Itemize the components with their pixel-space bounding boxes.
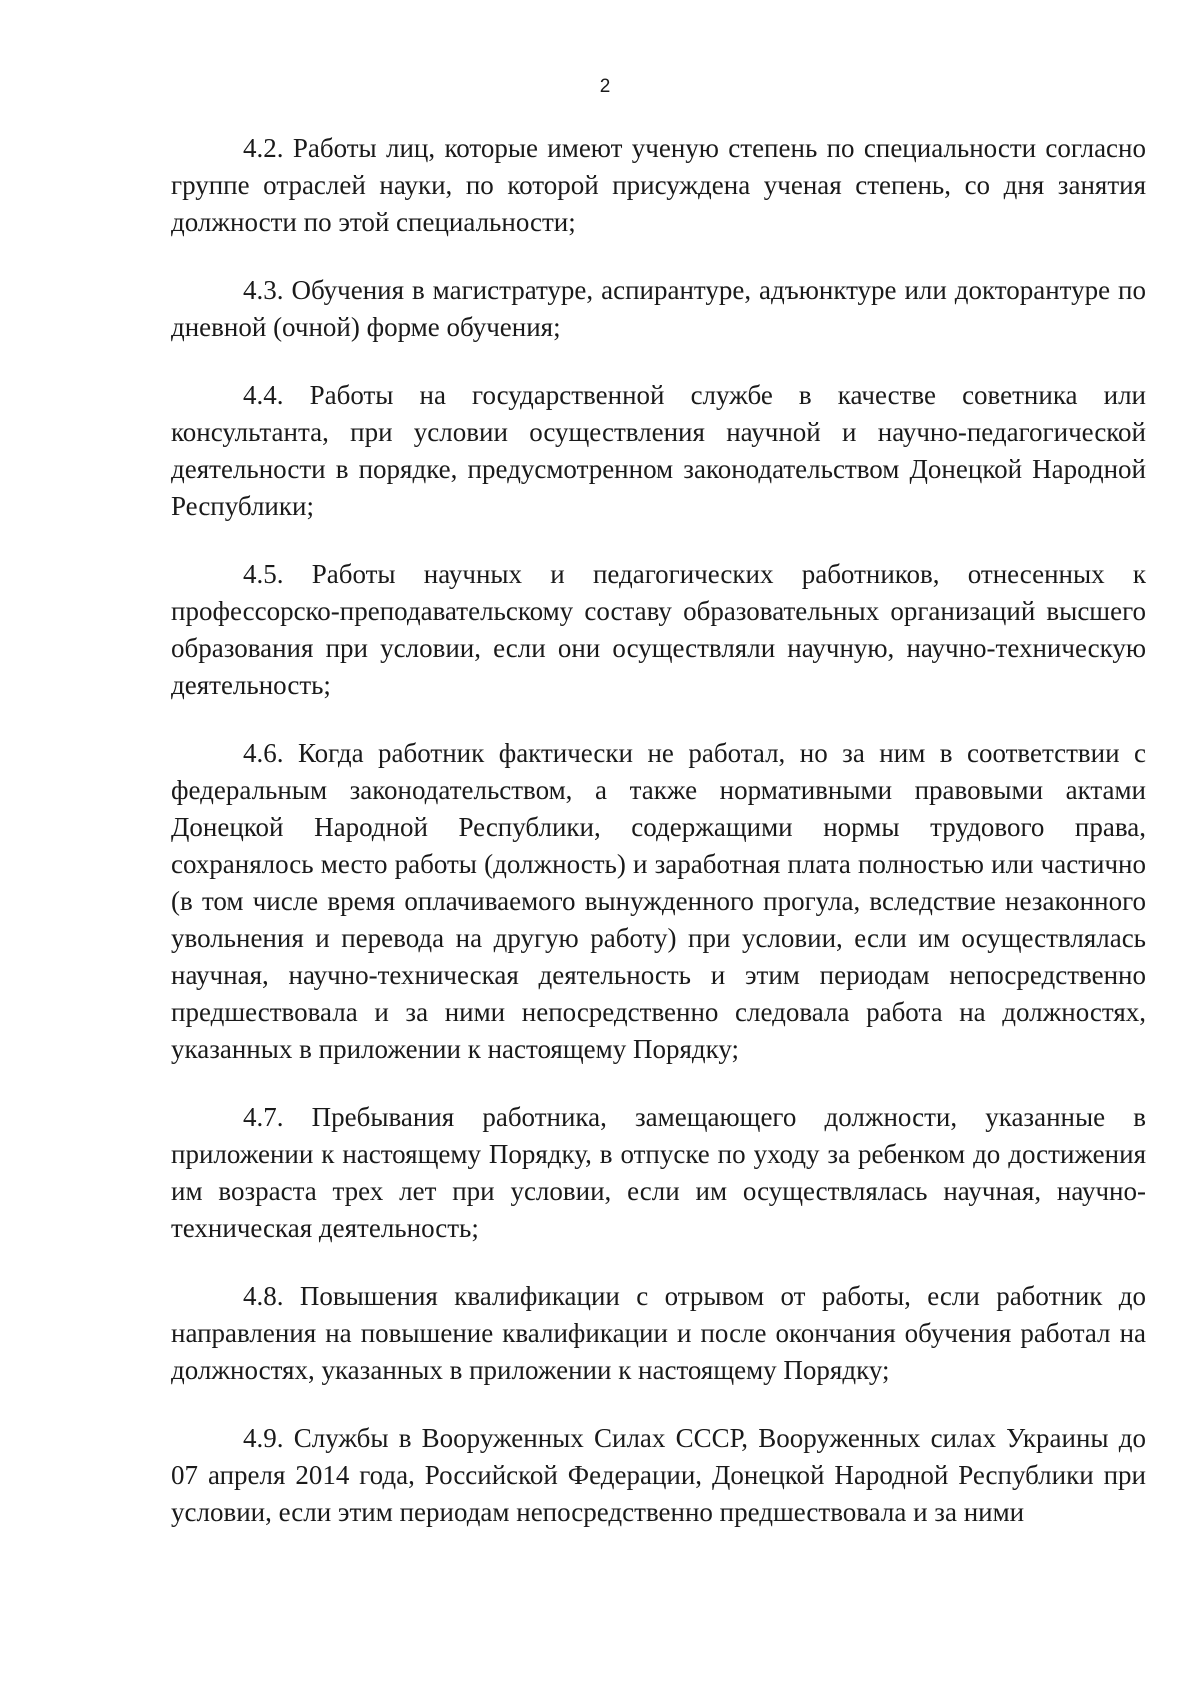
paragraph-4-2: 4.2. Работы лиц, которые имеют ученую степень по специальности согласно группе отраслей науки, по которой присуждена ученая степень, со дня занятия должности по этой специальности; (171, 133, 1146, 237)
paragraph-4-4: 4.4. Работы на государственной службе в качестве советника или консультанта, при условии осуществления научной и научно-педагогической деятельности в порядке, предусмотренном законодательством Донецкой Народной Республики; (171, 380, 1146, 521)
paragraph-4-9: 4.9. Службы в Вооруженных Силах СССР, Вооруженных силах Украины до 07 апреля 2014 года, Российской Федерации, Донецкой Народной Республики при условии, если этим периодам непосредственно предшествовала и за ними (171, 1423, 1146, 1527)
paragraph-4-6: 4.6. Когда работник фактически не работал, но за ним в соответствии с федеральным законодательством, а также нормативными правовыми актами Донецкой Народной Республики, содержащими нормы трудового права, сохранялось место работы (должность) и заработная плата полностью или частично (в том числе время оплачиваемого вынужденного прогула, вследствие незаконного увольнения и перевода на другую работу) при условии, если им осуществлялась научная, научно-техническая деятельность и этим периодам непосредственно предшествовала и за ними непосредственно следовала работа на должностях, указанных в приложении к настоящему Порядку; (171, 738, 1146, 1064)
document-body (171, 130, 1146, 1562)
paragraph-4-3: 4.3. Обучения в магистратуре, аспирантуре, адъюнктуре или докторантуре по дневной (очной) форме обучения; (171, 275, 1146, 342)
paragraph-4-5: 4.5. Работы научных и педагогических работников, отнесенных к профессорско-преподавательскому составу образовательных организаций высшего образования при условии, если они осуществляли научную, научно-техническую деятельность; (171, 559, 1146, 700)
paragraph-4-7: 4.7. Пребывания работника, замещающего должности, указанные в приложении к настоящему Порядку, в отпуске по уходу за ребенком до достижения им возраста трех лет при условии, если им осуществлялась научная, научно-техническая деятельность; (171, 1102, 1146, 1243)
paragraph-4-8: 4.8. Повышения квалификации с отрывом от работы, если работник до направления на повышение квалификации и после окончания обучения работал на должностях, указанных в приложении к настоящему Порядку; (171, 1281, 1146, 1385)
page-number: 2 (599, 76, 611, 97)
